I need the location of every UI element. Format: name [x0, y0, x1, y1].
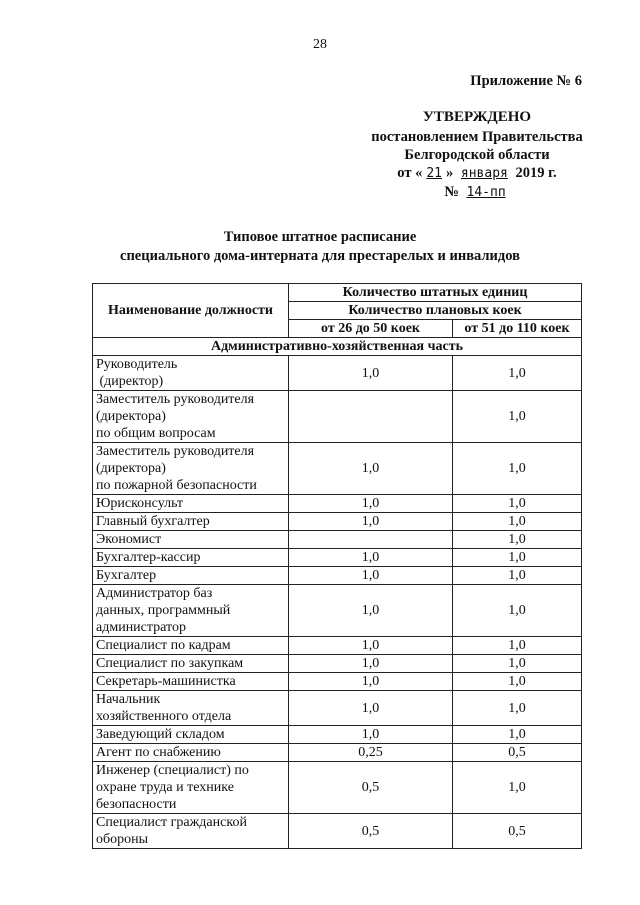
- position-name-line: (директора): [96, 461, 166, 476]
- position-name-line: администратор: [96, 620, 186, 635]
- position-name: [93, 585, 289, 637]
- annex-label: Приложение № 6: [470, 73, 582, 89]
- units-51-110: 1,0: [453, 549, 582, 567]
- date-prefix: от «: [397, 165, 423, 181]
- position-name: [93, 531, 289, 549]
- units-26-50: 1,0: [289, 637, 453, 655]
- table-row: [93, 744, 582, 762]
- table-row: [93, 495, 582, 513]
- position-name-line: безопасности: [96, 797, 177, 812]
- position-name: [93, 814, 289, 849]
- units-26-50: 0,5: [289, 762, 453, 814]
- table-row: [93, 691, 582, 726]
- position-name-line: (директор): [96, 374, 164, 389]
- units-26-50: 0,25: [289, 744, 453, 762]
- table-row: [93, 567, 582, 585]
- units-51-110: 1,0: [453, 531, 582, 549]
- units-51-110: 1,0: [453, 585, 582, 637]
- position-name: [93, 691, 289, 726]
- position-name: [93, 495, 289, 513]
- position-name-line: (директора): [96, 409, 166, 424]
- header-col-b: от 51 до 110 коек: [453, 320, 582, 338]
- units-26-50: 1,0: [289, 673, 453, 691]
- position-name-line: по общим вопросам: [96, 426, 216, 441]
- position-name-line: Руководитель: [96, 357, 178, 372]
- units-51-110: 1,0: [453, 495, 582, 513]
- units-26-50: 1,0: [289, 691, 453, 726]
- number-prefix: №: [444, 184, 459, 200]
- page-number: 28: [313, 37, 327, 52]
- position-name-line: Секретарь-машинистка: [96, 674, 236, 689]
- table-row: [93, 637, 582, 655]
- units-51-110: 1,0: [453, 673, 582, 691]
- approval-block: [352, 72, 602, 202]
- units-51-110: 1,0: [453, 356, 582, 391]
- units-51-110: 1,0: [453, 513, 582, 531]
- section-heading: Административно-хозяйственная часть: [93, 338, 582, 356]
- position-name: [93, 567, 289, 585]
- position-name: [93, 443, 289, 495]
- header-beds: Количество плановых коек: [289, 302, 582, 320]
- position-name-line: Заведующий складом: [96, 727, 225, 742]
- position-name-line: по пожарной безопасности: [96, 478, 257, 493]
- table-row: [93, 356, 582, 391]
- table-row: [93, 814, 582, 849]
- position-name-line: Специалист гражданской: [96, 815, 247, 830]
- units-26-50: 1,0: [289, 549, 453, 567]
- table-row: [93, 391, 582, 443]
- units-51-110: 1,0: [453, 655, 582, 673]
- header-position: Наименование должности: [93, 284, 289, 338]
- position-name-line: охране труда и технике: [96, 780, 234, 795]
- table-row: [93, 726, 582, 744]
- approval-number: [352, 183, 602, 202]
- position-name: [93, 549, 289, 567]
- table-row: [93, 673, 582, 691]
- date-mid: »: [446, 165, 454, 181]
- staff-table: [92, 283, 582, 849]
- table-row: [93, 531, 582, 549]
- units-26-50: 1,0: [289, 356, 453, 391]
- units-51-110: 1,0: [453, 567, 582, 585]
- units-26-50: [289, 531, 453, 549]
- position-name-line: Юрисконсульт: [96, 496, 184, 511]
- position-name-line: Заместитель руководителя: [96, 444, 255, 459]
- position-name-line: Главный бухгалтер: [96, 514, 210, 529]
- position-name-line: Бухгалтер: [96, 568, 157, 583]
- table-row: [93, 513, 582, 531]
- position-name: [93, 655, 289, 673]
- position-name: [93, 513, 289, 531]
- units-26-50: 1,0: [289, 567, 453, 585]
- table-row: [93, 762, 582, 814]
- units-26-50: 1,0: [289, 726, 453, 744]
- approval-line-1: постановлением Правительства: [371, 129, 583, 145]
- position-name-line: Заместитель руководителя: [96, 392, 255, 407]
- header-col-a: от 26 до 50 коек: [289, 320, 453, 338]
- position-name-line: обороны: [96, 832, 149, 847]
- position-name-line: Бухгалтер-кассир: [96, 550, 201, 565]
- units-51-110: 0,5: [453, 814, 582, 849]
- table-row: [93, 585, 582, 637]
- approval-date: [352, 164, 602, 183]
- date-month: января: [460, 166, 508, 181]
- date-year: 2019 г.: [515, 165, 557, 181]
- position-name-line: Специалист по закупкам: [96, 656, 244, 671]
- position-name: [93, 726, 289, 744]
- position-name: [93, 356, 289, 391]
- units-26-50: 0,5: [289, 814, 453, 849]
- units-26-50: 1,0: [289, 495, 453, 513]
- title-line-1: Типовое штатное расписание: [223, 229, 417, 245]
- table-row: [93, 549, 582, 567]
- units-51-110: 1,0: [453, 391, 582, 443]
- units-51-110: 0,5: [453, 744, 582, 762]
- approval-line-2: Белгородской области: [404, 147, 550, 163]
- position-name-line: данных, программный: [96, 603, 231, 618]
- units-26-50: 1,0: [289, 655, 453, 673]
- position-name-line: Агент по снабжению: [96, 745, 221, 760]
- units-51-110: 1,0: [453, 691, 582, 726]
- position-name-line: Специалист по кадрам: [96, 638, 231, 653]
- units-26-50: 1,0: [289, 513, 453, 531]
- number-value: 14-пп: [466, 185, 506, 200]
- units-26-50: [289, 391, 453, 443]
- units-51-110: 1,0: [453, 762, 582, 814]
- title-line-2: специального дома-интерната для престарелых и инвалидов: [120, 248, 520, 264]
- units-26-50: 1,0: [289, 585, 453, 637]
- position-name-line: Администратор баз: [96, 586, 213, 601]
- position-name: [93, 762, 289, 814]
- units-26-50: 1,0: [289, 443, 453, 495]
- position-name-line: Экономист: [96, 532, 162, 547]
- table-row: [93, 655, 582, 673]
- header-units: Количество штатных единиц: [289, 284, 582, 302]
- units-51-110: 1,0: [453, 726, 582, 744]
- position-name: [93, 744, 289, 762]
- position-name: [93, 673, 289, 691]
- position-name-line: хозяйственного отдела: [96, 709, 232, 724]
- document-title: [0, 228, 640, 266]
- units-51-110: 1,0: [453, 637, 582, 655]
- table-row: [93, 443, 582, 495]
- position-name-line: Начальник: [96, 692, 161, 707]
- position-name-line: Инженер (специалист) по: [96, 763, 249, 778]
- approved-heading: УТВЕРЖДЕНО: [422, 109, 532, 125]
- position-name: [93, 637, 289, 655]
- position-name: [93, 391, 289, 443]
- units-51-110: 1,0: [453, 443, 582, 495]
- date-day: 21: [426, 166, 443, 181]
